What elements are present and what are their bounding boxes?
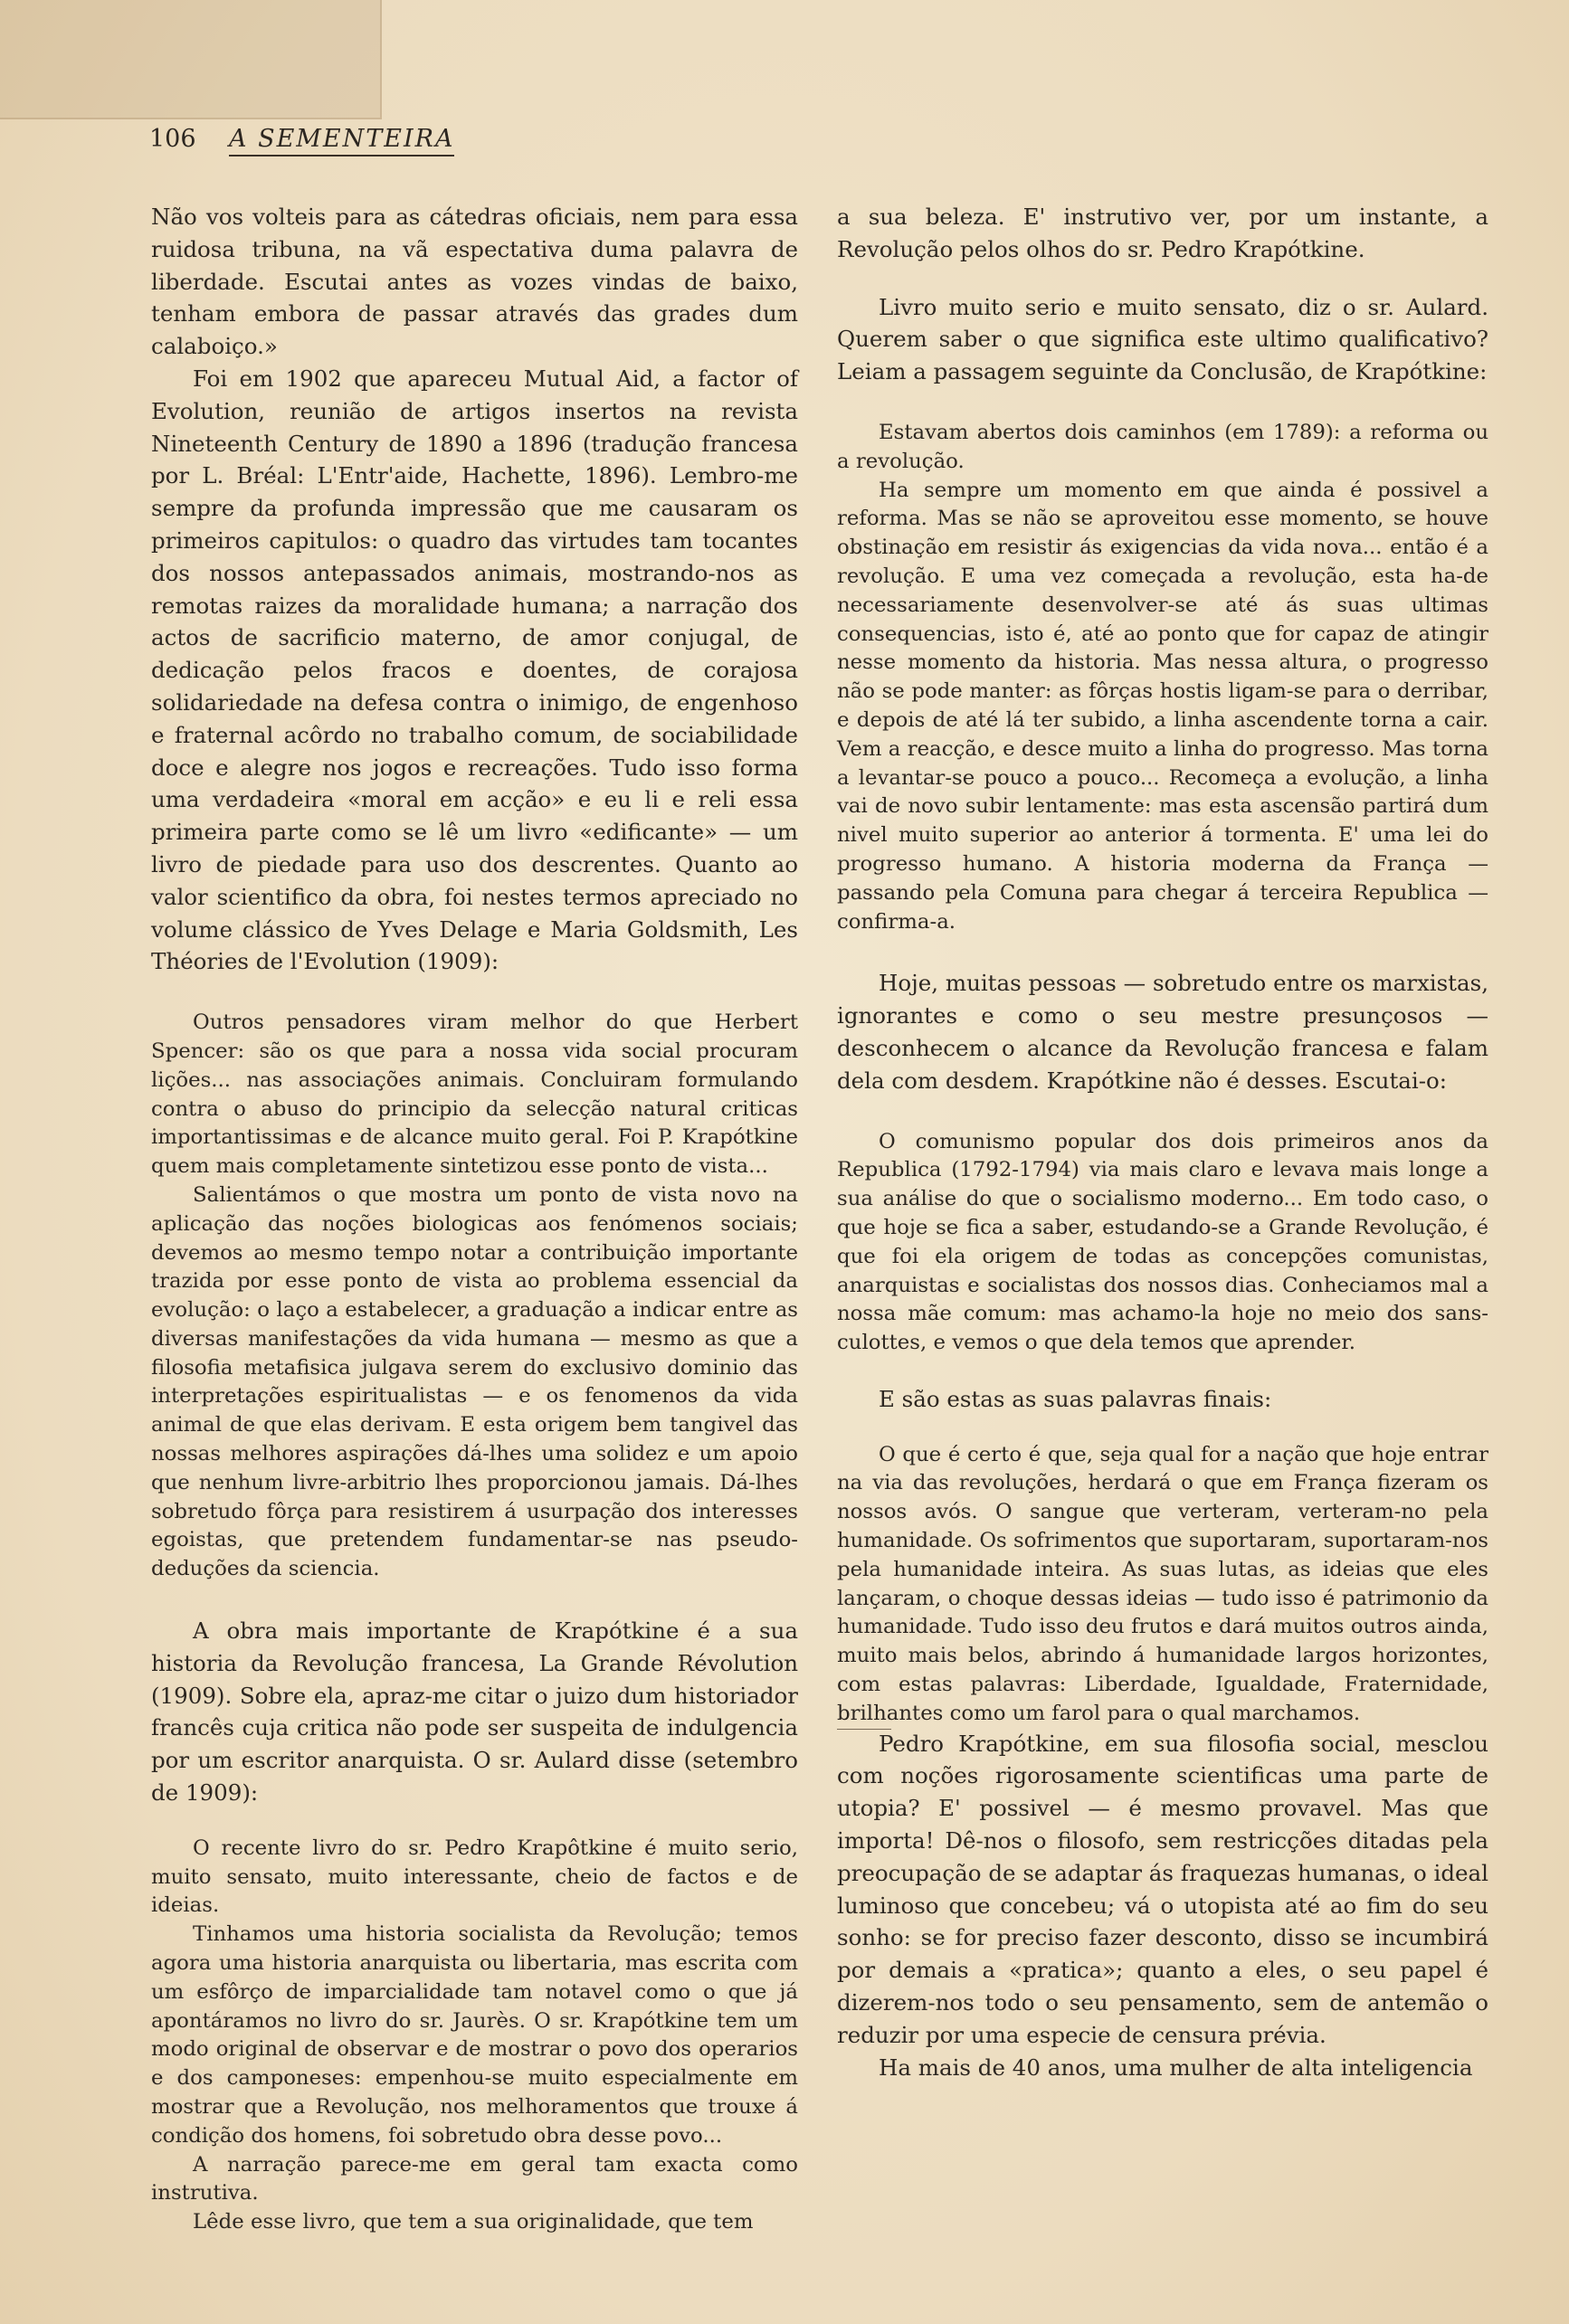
block-quote: Outros pensadores viram melhor do que Herbert Spencer: são os que para a nossa vida social procuram lições... nas associações animais. Concluiram formulando contra o abuso do principio da selecção natural criticas importantissimas e de alcance muito geral. Foi P. Krapótkine quem mais completamente sintetizou esse ponto de vista... [151, 1010, 798, 1179]
right-column [837, 201, 1488, 2083]
paragraph: E são estas as suas palavras finais: [879, 1385, 1272, 1412]
block-quote: A narração parece-me em geral tam exacta como instrutiva. [151, 2152, 798, 2205]
block-quote: O que é certo é que, seja qual for a nação que hoje entrar na via das revoluções, herdará o que em França fizeram os nossos avós. O sangue que verteram, verteram-no pela humanidade. Os sofrimentos que suportaram, suportaram-nos pela humanidade inteira. As suas lutas, as ideias que eles lançaram, o choque dessas ideias — tudo isso é patrimonio da humanidade. Tudo isso deu frutos e dará muitos outros ainda, muito mais belos, abrindo á humanidade largos horizontes, com estas palavras: Liberdade, Igualdade, Fraternidade, brilhantes como um farol para o qual marchamos. [837, 1442, 1488, 1725]
paragraph: Livro muito serio e muito sensato, diz o sr. Aulard. Querem saber o que significa este ultimo qualificativo? Leiam a passagem seguinte da Conclusão, de Krapótkine: [837, 293, 1488, 385]
page-number: 106 [149, 125, 196, 153]
paragraph: Hoje, muitas pessoas — sobretudo entre os marxistas, ignorantes e como o seu mestre presunçosos — desconhecem o alcance da Revolução francesa e falam dela com desdem. Krapótkine não é desses. Escutai-o: [837, 970, 1488, 1094]
left-column [151, 201, 798, 2237]
corner-stain [0, 0, 382, 119]
paragraph: Pedro Krapótkine, em sua filosofia social, mesclou com noções rigorosamente scientificas uma parte de utopia? E' possivel — é mesmo provavel. Mas que importa! Dê-nos o filosofo, sem restricções ditadas pela preocupação de se adaptar ás fraquezas humanas, o ideal luminoso que concebeu; vá o utopista até ao fim do seu sonho: se for preciso fazer desconto, disso se incumbirá por demais a «pratica»; quanto a eles, o seu papel é dizerem-nos todo o seu pensamento, sem de antemão o reduzir por uma especie de censura prévia. [837, 1730, 1488, 2048]
block-quote: O recente livro do sr. Pedro Krapôtkine é muito serio, muito sensato, muito interessante, cheio de factos e de ideias. [151, 1835, 798, 1918]
block-quote: Salientámos o que mostra um ponto de vista novo na aplicação das noções biologicas aos fenómenos sociais; devemos ao mesmo tempo notar a contribuição importante trazida por esse ponto de vista ao problema essencial da evolução: o laço a estabelecer, a graduação a indicar entre as diversas manifestações da vida humana — mesmo as que a filosofia metafisica julgava serem do exclusivo dominio das interpretações espiritualistas — e os fenomenos da vida animal de que elas derivam. E esta origem bem tangivel das nossas melhores aspirações dá-lhes uma solidez e um apoio que nenhum livre-arbitrio lhes proporcionou jamais. Dá-lhes sobretudo fôrça para resistirem á usurpação dos interesses egoistas, que pretendem fundamentar-se nas pseudo-deduções da sciencia. [151, 1182, 798, 1581]
page-header [149, 125, 1493, 161]
paragraph: Foi em 1902 que apareceu Mutual Aid, a factor of Evolution, reunião de artigos insertos na revista Nineteenth Century de 1890 a 1896 (tradução francesa por L. Bréal: L'Entr'aide, Hachette, 1896). Lembro-me sempre da profunda impressão que me causaram os primeiros capitulos: o quadro das virtudes tam tocantes dos nossos antepassados animais, mostrando-nos as remotas raizes da moralidade humana; a narração dos actos de sacrificio materno, de amor conjugal, de dedicação pelos fracos e doentes, de corajosa solidariedade na defesa contra o inimigo, de engenhoso e fraternal acôrdo no trabalho comum, de sociabilidade doce e alegre nos jogos e recreações. Tudo isso forma uma verdadeira «moral em acção» e eu li e reli essa primeira parte como se lê um livro «edificante» — um livro de piedade para uso dos descrentes. Quanto ao valor scientifico da obra, foi nestes termos apreciado no volume clássico de Yves Delage e Maria Goldsmith, Les Théories de l'Evolution (1909): [151, 365, 798, 975]
paragraph: a sua beleza. E' instrutivo ver, por um instante, a Revolução pelos olhos do sr. Pedro Krapótkine. [837, 204, 1488, 262]
paragraph: Ha mais de 40 anos, uma mulher de alta inteligencia [879, 2054, 1473, 2081]
paragraph: Não vos volteis para as cátedras oficiais, nem para essa ruidosa tribuna, na vã espectativa duma palavra de liberdade. Escutai antes as vozes vindas de baixo, tenham embora de passar através das grades dum calaboiço.» [151, 204, 798, 360]
paragraph: A obra mais importante de Krapótkine é a sua historia da Revolução francesa, La Grande Révolution (1909). Sobre ela, apraz-me citar o juizo dum historiador francês cuja critica não pode ser suspeita de indulgencia por um escritor anarquista. O sr. Aulard disse (setembro de 1909): [151, 1617, 798, 1807]
running-title: A SEMENTEIRA [229, 125, 454, 157]
block-quote: Estavam abertos dois caminhos (em 1789): a reforma ou a revolução. [837, 420, 1488, 473]
block-quote: Tinhamos uma historia socialista da Revolução; temos agora uma historia anarquista ou libertaria, mas escrita com um esfôrço de imparcialidade tam notavel como o que já apontáramos no livro do sr. Jaurès. O sr. Krapótkine tem um modo original de observar e de mostrar o povo dos operarios e dos camponeses: empenhou-se muito especialmente em mostrar que a Revolução, nos melhoramentos que trouxe á condição dos homens, foi sobretudo obra desse povo... [151, 1922, 798, 2148]
block-quote: Lêde esse livro, que tem a sua originalidade, que tem [193, 2210, 754, 2234]
block-quote: Ha sempre um momento em que ainda é possivel a reforma. Mas se não se aproveitou esse momento, se houve obstinação em resistir ás exigencias da vida nova... então é a revolução. E uma vez começada a revolução, esta ha-de necessariamente desenvolver-se até ás suas ultimas consequencias, isto é, até ao ponto que for capaz de atingir nesse momento da historia. Mas nessa altura, o progresso não se pode manter: as fôrças hostis ligam-se para o derribar, e depois de até lá ter subido, a linha ascendente torna a cair. Vem a reacção, e desce muito a linha do progresso. Mas torna a levantar-se pouco a pouco... Recomeça a evolução, a linha vai de novo subir lentamente: mas esta ascensão partirá dum nivel muito superior ao anterior á tormenta. E' uma lei do progresso humano. A historia moderna da França — passando pela Comuna para chegar á terceira Republica — confirma-a. [837, 478, 1488, 934]
block-quote: O comunismo popular dos dois primeiros anos da Republica (1792-1794) via mais claro e levava mais longe a sua análise do que o socialismo moderno... Em todo caso, o que hoje se fica a saber, estudando-se a Grande Revolução, é que foi ela origem de todas as concepções comunistas, anarquistas e socialistas dos nossos dias. Conheciamos mal a nossa mãe comum: mas achamo-la hoje no meio dos sans-culottes, e vemos o que dela temos que aprender. [837, 1129, 1488, 1355]
